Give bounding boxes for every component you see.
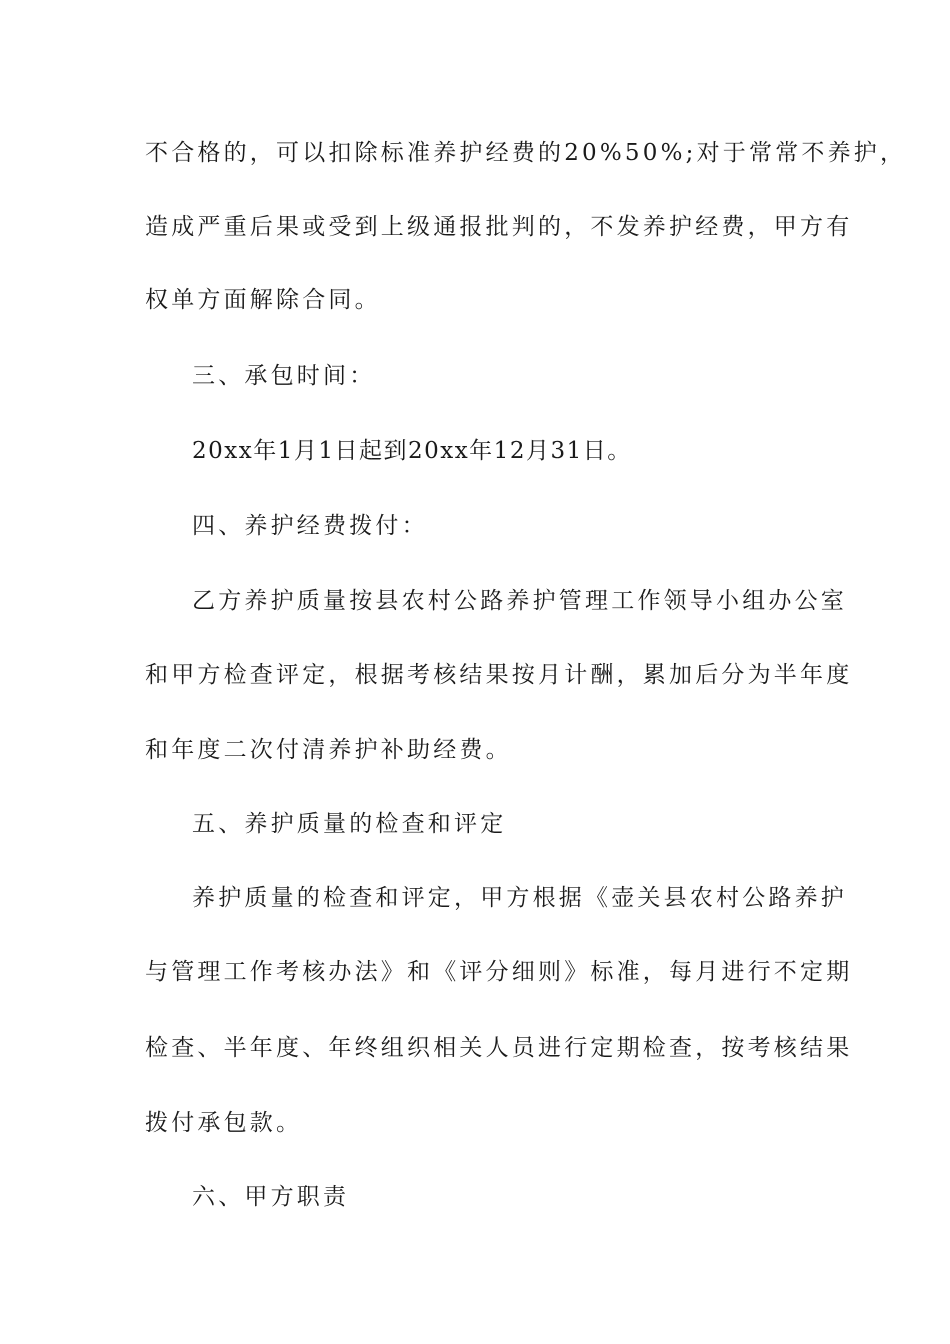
paragraph-line: 检查、半年度、年终组织相关人员进行定期检查，按考核结果: [145, 1035, 853, 1061]
section-heading: 六、甲方职责: [192, 1184, 350, 1210]
section-heading: 三、承包时间：: [192, 363, 376, 389]
paragraph-line: 20xx年1月1日起到20xx年12月31日。: [192, 438, 632, 464]
paragraph-line: 造成严重后果或受到上级通报批判的，不发养护经费，甲方有: [145, 214, 853, 240]
paragraph-line: 养护质量的检查和评定，甲方根据《壶关县农村公路养护: [192, 885, 847, 911]
paragraph-line: 拨付承包款。: [145, 1110, 303, 1136]
section-heading: 五、养护质量的检查和评定: [192, 811, 507, 837]
paragraph-line: 乙方养护质量按县农村公路养护管理工作领导小组办公室: [192, 588, 847, 614]
paragraph-line: 和年度二次付清养护补助经费。: [145, 737, 512, 763]
paragraph-line: 权单方面解除合同。: [145, 287, 381, 313]
paragraph-line: 不合格的，可以扣除标准养护经费的20%50%;对于常常不养护，: [145, 140, 907, 166]
section-heading: 四、养护经费拨付：: [192, 513, 428, 539]
paragraph-line: 和甲方检查评定，根据考核结果按月计酬，累加后分为半年度: [145, 662, 853, 688]
paragraph-line: 与管理工作考核办法》和《评分细则》标准，每月进行不定期: [145, 959, 853, 985]
